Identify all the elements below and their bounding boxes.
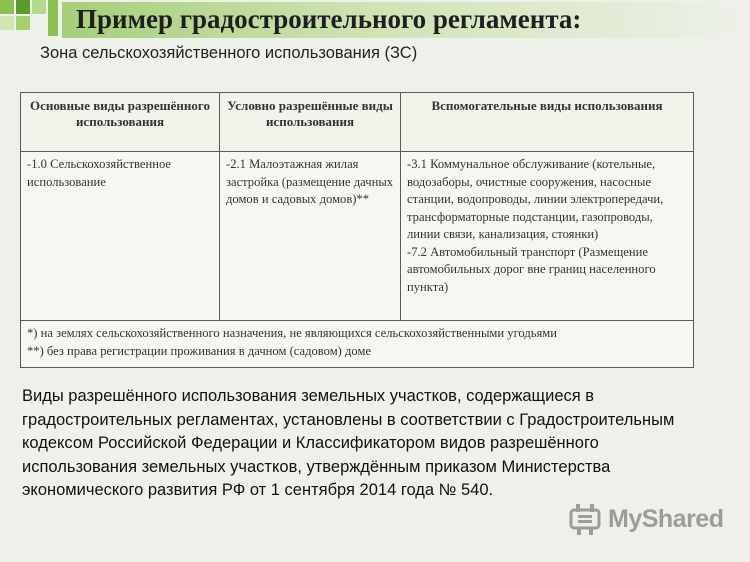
myshared-logo — [568, 501, 723, 537]
auxiliary-item-transport: -7.2 Автомобильный транспорт (Размещение автомобильных дорог вне границ населенного пункта) — [407, 244, 656, 294]
cell-main-use: -1.0 Сельскохозяйственное использование — [21, 152, 220, 321]
myshared-logo-icon — [568, 502, 602, 536]
decorative-squares — [0, 0, 60, 40]
logo-text: MyShared — [608, 504, 724, 533]
header-auxiliary-uses: Вспомогательные виды использования — [401, 93, 694, 152]
page-title: Пример градостроительного регламента: — [76, 4, 582, 34]
header-main-uses: Основные виды разрешённого использования — [21, 93, 220, 152]
note-2: **) без права регистрации проживания в дачном (садовом) доме — [27, 343, 372, 358]
square-1 — [0, 0, 14, 14]
square-5 — [0, 16, 14, 30]
table-notes-row — [21, 321, 694, 368]
auxiliary-item-utilities: -3.1 Коммунальное обслуживание (котельные, водозаборы, очистные сооружения, насосные станции, водопроводы, линии электропередачи, трансформаторные подстанции, газопроводы, линии связи, канализация, стоянки) — [407, 157, 664, 241]
note-1: *) на землях сельскохозяйственного назначения, не являющихся сельскохозяйственными угодьями — [27, 326, 558, 340]
body-paragraph: Виды разрешённого использования земельных участков, содержащиеся в градостроительных регламентах, установлены в соответствии с Градостроительным кодексом Российской Федерации и Классификатором видов разрешённого использования земельных участков, утверждённым приказом Министерства экономического развития РФ от 1 сентября 2014 года № 540. — [22, 387, 675, 500]
square-3 — [32, 0, 46, 14]
header-conditional-uses: Условно разрешённые виды использования — [220, 93, 401, 152]
square-2 — [16, 0, 30, 14]
table-notes — [21, 321, 694, 368]
square-6 — [48, 0, 58, 36]
cell-auxiliary-uses — [401, 152, 694, 321]
cell-conditional-use: -2.1 Малоэтажная жилая застройка (размещение дачных домов и садовых домов)** — [220, 152, 401, 321]
page-subtitle: Зона сельскохозяйственного использования (ЗС) — [40, 44, 418, 62]
table-row — [21, 152, 694, 321]
square-4 — [16, 16, 30, 30]
table-header-row — [21, 93, 694, 152]
regulation-table — [20, 92, 694, 368]
